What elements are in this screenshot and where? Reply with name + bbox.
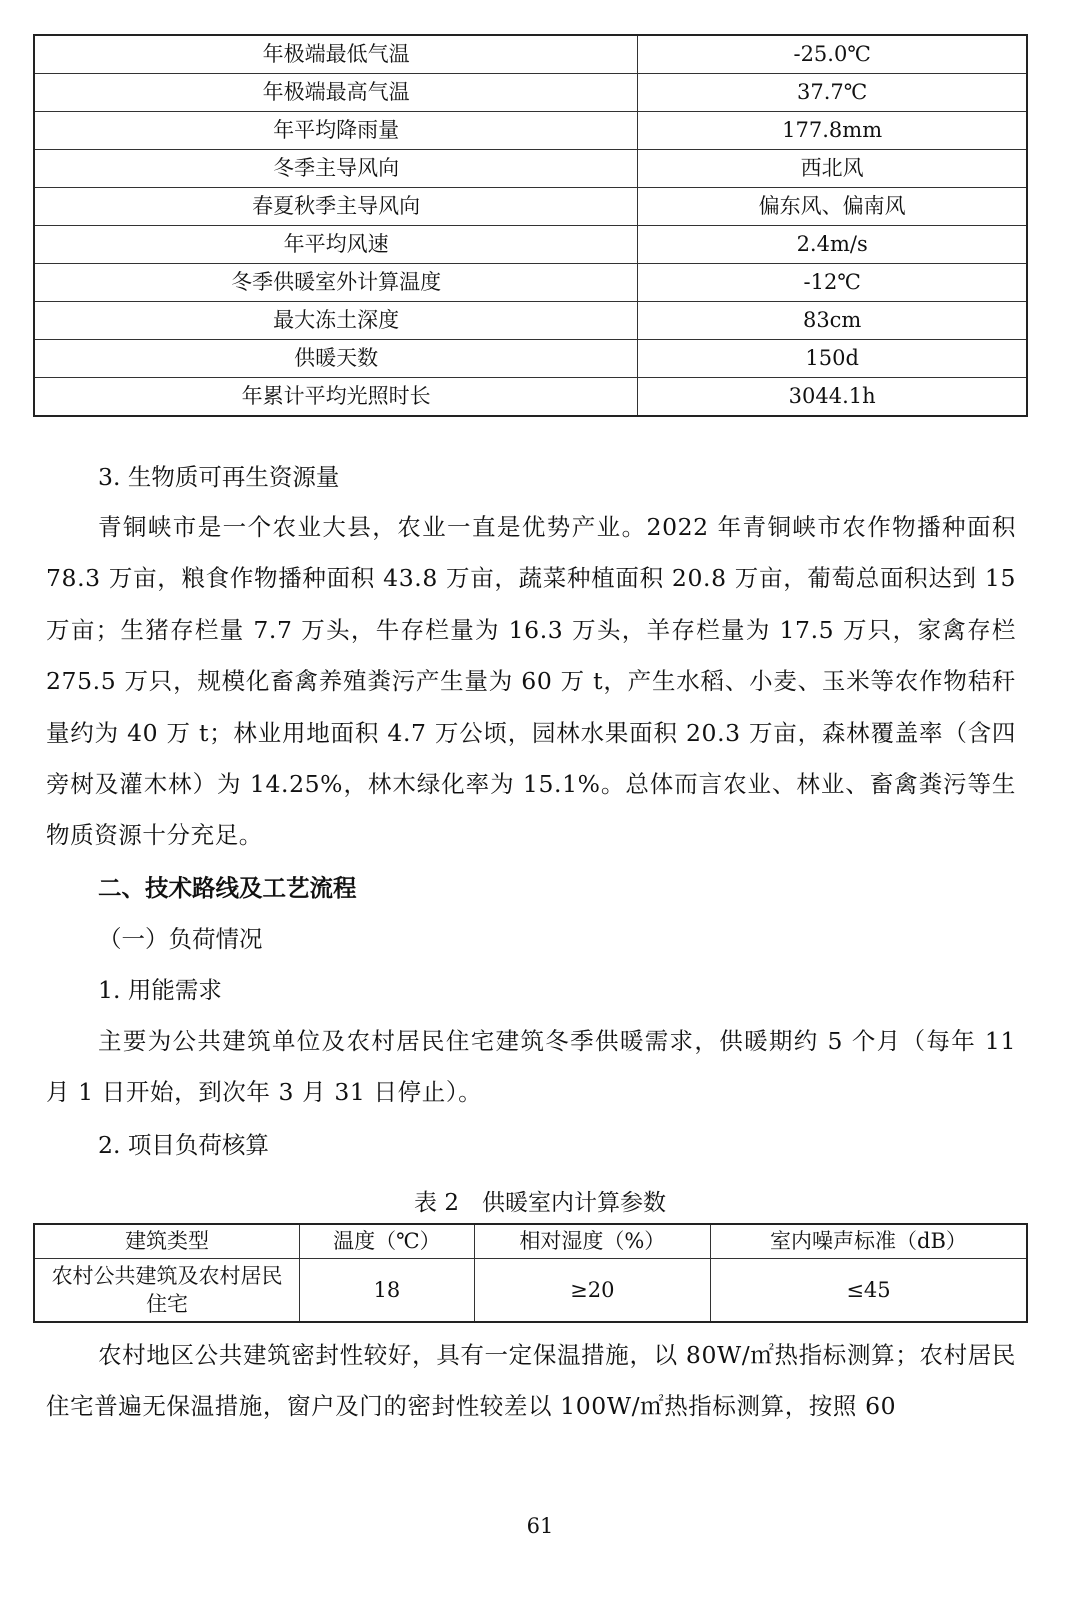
param-value: -25.0℃: [638, 35, 1027, 74]
param-name: 年极端最低气温: [34, 35, 638, 74]
table-row: [34, 188, 1027, 226]
page-number: 61: [526, 1514, 554, 1538]
param-value: 西北风: [638, 150, 1027, 188]
table-row: [34, 1259, 1027, 1323]
table-row: [34, 378, 1027, 417]
item-heading-load-calc: 2. 项目负荷核算: [98, 1131, 269, 1159]
table-row: [34, 74, 1027, 112]
cell-building-type: 农村公共建筑及农村居民住宅: [34, 1259, 300, 1323]
section-heading-biomass: 3. 生物质可再生资源量: [98, 463, 340, 491]
item-heading-energy-demand: 1. 用能需求: [98, 976, 222, 1004]
table-caption: 表 2 供暖室内计算参数: [414, 1190, 666, 1216]
param-value: 150d: [638, 340, 1027, 378]
table-row: [34, 302, 1027, 340]
param-name: 年平均风速: [34, 226, 638, 264]
param-value: 37.7℃: [638, 74, 1027, 112]
param-name: 年累计平均光照时长: [34, 378, 638, 417]
param-name: 供暖天数: [34, 340, 638, 378]
param-name: 年平均降雨量: [34, 112, 638, 150]
param-value: 83cm: [638, 302, 1027, 340]
sub-heading-load: （一）负荷情况: [98, 925, 263, 953]
cell-noise: ≤45: [710, 1259, 1027, 1323]
param-name: 冬季供暖室外计算温度: [34, 264, 638, 302]
climate-parameters-table: [33, 34, 1028, 417]
cell-temperature: 18: [300, 1259, 475, 1323]
table-row: [34, 340, 1027, 378]
biomass-paragraph: 青铜峡市是一个农业大县，农业一直是优势产业。2022 年青铜峡市农作物播种面积 78.3 万亩，粮食作物播种面积 43.8 万亩，蔬菜种植面积 20.8 万亩，葡萄总面积达到 15 万亩；生猪存栏量 7.7 万头，牛存栏量为 16.3 万头，羊存栏量为 17.5 万只，家禽存栏 275.5 万只，规模化畜禽养殖粪污产生量为 60 万 t，产生水稻、小麦、玉米等农作物秸秆量约为 40 万 t；林业用地面积 4.7 万公顷，园林水果面积 20.3 万亩，森林覆盖率（含四旁树及灌木林）为 14.25%，林木绿化率为 15.1%。总体而言农业、林业、畜禽粪污等生物质资源十分充足。: [46, 513, 1016, 850]
param-value: 177.8mm: [638, 112, 1027, 150]
param-name: 最大冻土深度: [34, 302, 638, 340]
table-row: [34, 35, 1027, 74]
table-row: [34, 112, 1027, 150]
cell-humidity: ≥20: [474, 1259, 710, 1323]
table-header-row: [34, 1224, 1027, 1259]
indoor-parameters-table: [33, 1223, 1028, 1323]
param-value: 3044.1h: [638, 378, 1027, 417]
param-name: 年极端最高气温: [34, 74, 638, 112]
heat-index-paragraph: 农村地区公共建筑密封性较好，具有一定保温措施，以 80W/㎡热指标测算；农村居民住宅普遍无保温措施，窗户及门的密封性较差以 100W/㎡热指标测算，按照 60: [46, 1341, 1016, 1421]
section-heading-tech: 二、技术路线及工艺流程: [98, 874, 357, 902]
header-temperature: 温度（℃）: [300, 1224, 475, 1259]
table-row: [34, 226, 1027, 264]
table-row: [34, 150, 1027, 188]
param-value: -12℃: [638, 264, 1027, 302]
param-name: 春夏秋季主导风向: [34, 188, 638, 226]
header-noise: 室内噪声标准（dB）: [710, 1224, 1027, 1259]
param-value: 2.4m/s: [638, 226, 1027, 264]
header-building-type: 建筑类型: [34, 1224, 300, 1259]
energy-demand-paragraph: 主要为公共建筑单位及农村居民住宅建筑冬季供暖需求，供暖期约 5 个月（每年 11 月 1 日开始，到次年 3 月 31 日停止）。: [46, 1027, 1016, 1107]
header-humidity: 相对湿度（%）: [474, 1224, 710, 1259]
param-name: 冬季主导风向: [34, 150, 638, 188]
param-value: 偏东风、偏南风: [638, 188, 1027, 226]
table-row: [34, 264, 1027, 302]
